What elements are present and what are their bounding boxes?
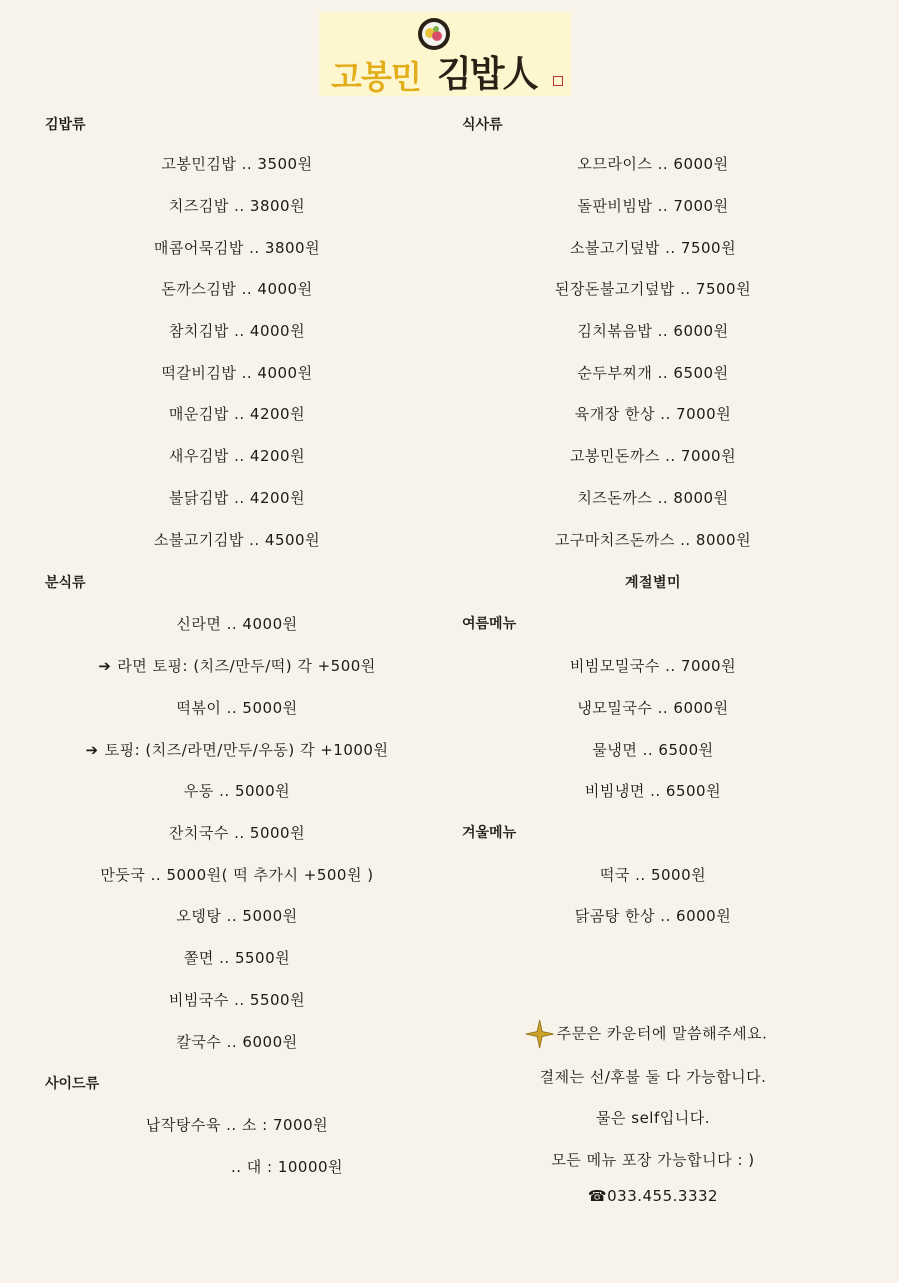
phone-number: ☎033.455.3332	[587, 1187, 719, 1205]
notice-payment: 결제는 선/후불 둘 다 가능합니다.	[539, 1068, 767, 1086]
menu-item: 우동 .. 5000원	[183, 782, 291, 800]
section-title-summer: 여름메뉴	[462, 616, 517, 632]
section-title-gimbap: 김밥류	[45, 117, 86, 133]
seasonal-title: 계절별미	[624, 575, 682, 591]
menu-item: 냉모밀국수 .. 6000원	[577, 699, 729, 717]
menu-item: 소불고기김밥 .. 4500원	[153, 531, 321, 549]
menu-item: 고봉민김밥 .. 3500원	[161, 155, 313, 173]
menu-item: 새우김밥 .. 4200원	[168, 447, 306, 465]
logo	[319, 12, 571, 96]
arrow-right-icon: ➔	[85, 741, 99, 759]
arrow-right-icon: ➔	[98, 657, 112, 675]
menu-item: 떡갈비김밥 .. 4000원	[161, 364, 313, 382]
logo-name-black: 김밥人	[437, 53, 537, 95]
menu-item: 닭곰탕 한상 .. 6000원	[574, 907, 732, 925]
menu-item: 치즈김밥 .. 3800원	[168, 197, 306, 215]
menu-item: 칼국수 .. 6000원	[176, 1033, 298, 1051]
menu-item: 떡국 .. 5000원	[599, 866, 707, 884]
menu-item: 떡볶이 .. 5000원	[176, 699, 298, 717]
menu-item: 비빔냉면 .. 6500원	[584, 782, 722, 800]
menu-item: 참치김밥 .. 4000원	[168, 322, 306, 340]
menu-item: 고구마치즈돈까스 .. 8000원	[554, 531, 752, 549]
menu-item: 오뎅탕 .. 5000원	[176, 907, 298, 925]
menu-item: 쫄면 .. 5500원	[183, 949, 291, 967]
menu-item-topping	[98, 655, 376, 676]
menu-item: 고봉민돈까스 .. 7000원	[569, 447, 737, 465]
menu-item: 순두부찌개 .. 6500원	[577, 364, 729, 382]
topping-text: 토핑: (치즈/라면/만두/우동) 각 +1000원	[104, 741, 389, 759]
section-title-side: 사이드류	[45, 1076, 100, 1092]
menu-item: 매콤어묵김밥 .. 3800원	[153, 239, 321, 257]
menu-item: 돈까스김밥 .. 4000원	[161, 280, 313, 298]
menu-item: 비빔국수 .. 5500원	[168, 991, 306, 1009]
section-title-bunsik: 분식류	[45, 575, 86, 591]
menu-item: 매운김밥 .. 4200원	[168, 405, 306, 423]
menu-item: 만둣국 .. 5000원( 떡 추가시 +500원 )	[100, 866, 374, 884]
menu-item: 납작탕수육 .. 소 : 7000원	[145, 1116, 329, 1134]
menu-item-topping	[86, 739, 389, 760]
menu-item: 신라면 .. 4000원	[176, 615, 298, 633]
menu-item: 된장돈불고기덮밥 .. 7500원	[554, 280, 752, 298]
menu-item: 육개장 한상 .. 7000원	[574, 405, 732, 423]
section-title-winter: 겨울메뉴	[462, 825, 517, 841]
menu-item: 비빔모밀국수 .. 7000원	[569, 657, 737, 675]
notice-takeout: 모든 메뉴 포장 가능합니다 : )	[551, 1151, 755, 1169]
notice-water: 물은 self입니다.	[596, 1109, 710, 1127]
notice-text: 주문은 카운터에 말씀해주세요.	[556, 1024, 768, 1043]
topping-text: 라면 토핑: (치즈/만두/떡) 각 +500원	[117, 657, 376, 675]
menu-item: 치즈돈까스 .. 8000원	[577, 489, 729, 507]
sparkle-icon	[525, 1019, 555, 1049]
menu-item: .. 대 : 10000원	[230, 1158, 344, 1176]
logo-name-yellow: 고봉민	[331, 58, 421, 96]
menu-item: 소불고기덮밥 .. 7500원	[569, 239, 737, 257]
menu-item: 돌판비빔밥 .. 7000원	[577, 197, 729, 215]
menu-item: 물냉면 .. 6500원	[592, 741, 714, 759]
seal-stamp	[553, 76, 563, 86]
menu-item: 잔치국수 .. 5000원	[168, 824, 306, 842]
section-title-meal: 식사류	[462, 117, 503, 133]
menu-item: 오므라이스 .. 6000원	[577, 155, 729, 173]
menu-item: 김치볶음밥 .. 6000원	[577, 322, 729, 340]
notice-order	[525, 1019, 768, 1049]
menu-item: 불닭김밥 .. 4200원	[168, 489, 306, 507]
